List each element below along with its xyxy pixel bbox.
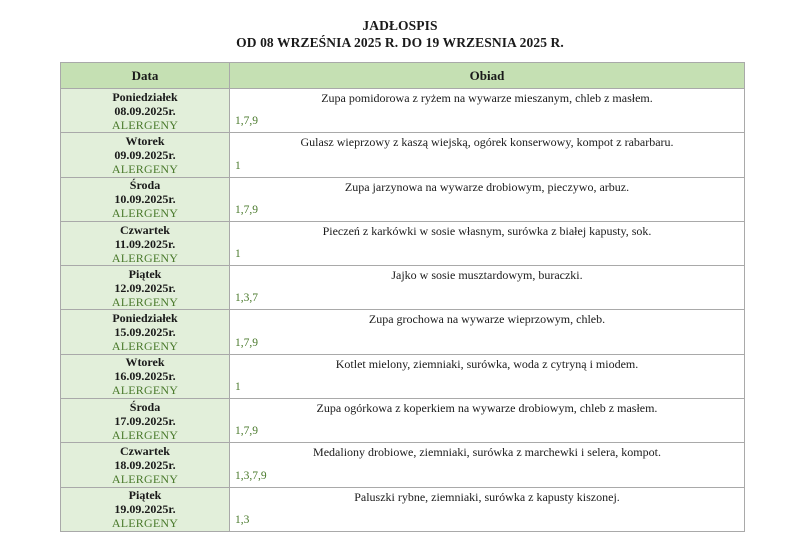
- lunch-cell: [230, 443, 745, 487]
- allergens-label: ALERGENY: [111, 516, 179, 531]
- table-row: [61, 266, 745, 310]
- document-title: JADŁOSPIS: [362, 18, 438, 33]
- day-name: Wtorek: [125, 133, 165, 148]
- allergens-label: ALERGENY: [111, 294, 179, 309]
- day-name: Piątek: [128, 488, 162, 503]
- lunch-cell: [230, 266, 745, 310]
- table-row: [61, 354, 745, 398]
- dish-description: Zupa ogórkowa z koperkiem na wywarze drobiowym, chleb z masłem.: [316, 401, 658, 416]
- date-cell: [61, 443, 230, 487]
- dish-description: Zupa pomidorowa z ryżem na wywarze mieszanym, chleb z masłem.: [321, 91, 653, 105]
- table-row: [61, 177, 745, 221]
- table-header-row: [61, 63, 745, 89]
- date-value: 18.09.2025r.: [114, 458, 176, 473]
- lunch-cell: [230, 177, 745, 221]
- allergen-codes: 1,7,9: [235, 203, 258, 216]
- table-row: [61, 399, 745, 443]
- lunch-cell: [230, 399, 745, 443]
- allergens-label: ALERGENY: [111, 250, 179, 265]
- date-value: 16.09.2025r.: [114, 369, 176, 384]
- allergens-label: ALERGENY: [111, 206, 179, 221]
- table-row: [61, 89, 745, 133]
- column-header-date: Data: [61, 63, 230, 89]
- allergens-label: ALERGENY: [111, 472, 179, 487]
- date-cell: [61, 354, 230, 398]
- dish-description: Jajko w sosie musztardowym, buraczki.: [391, 268, 583, 283]
- date-cell: [61, 487, 230, 531]
- allergen-codes: 1: [235, 248, 241, 261]
- day-name: Poniedziałek: [112, 89, 178, 104]
- date-value: 10.09.2025r.: [114, 192, 176, 207]
- allergens-label: ALERGENY: [111, 117, 179, 132]
- dish-description: Zupa jarzynowa na wywarze drobiowym, pieczywo, arbuz.: [344, 179, 630, 194]
- allergen-codes: 1: [235, 381, 241, 394]
- allergen-codes: 1,7,9: [235, 425, 258, 438]
- menu-table: [60, 62, 745, 532]
- date-cell: [61, 266, 230, 310]
- allergens-label: ALERGENY: [111, 161, 179, 176]
- document-header: [0, 17, 800, 51]
- date-value: 09.09.2025r.: [114, 147, 176, 162]
- day-name: Poniedziałek: [112, 311, 178, 326]
- day-name: Czwartek: [120, 222, 170, 237]
- table-row: [61, 221, 745, 265]
- day-name: Czwartek: [120, 444, 170, 459]
- dish-description: Kotlet mielony, ziemniaki, surówka, woda z cytryną i miodem.: [335, 356, 639, 371]
- date-cell: [61, 177, 230, 221]
- table-row: [61, 487, 745, 531]
- lunch-cell: [230, 89, 745, 133]
- day-name: Środa: [129, 178, 161, 193]
- allergen-codes: 1: [235, 159, 241, 172]
- allergens-label: ALERGENY: [111, 339, 179, 354]
- menu-table-body: [61, 89, 745, 532]
- date-cell: [61, 310, 230, 354]
- dish-description: Paluszki rybne, ziemniaki, surówka z kapusty kiszonej.: [354, 489, 620, 504]
- allergens-label: ALERGENY: [111, 383, 179, 398]
- lunch-cell: [230, 221, 745, 265]
- dish-description: Gulasz wieprzowy z kaszą wiejską, ogórek konserwowy, kompot z rabarbaru.: [300, 135, 674, 150]
- date-cell: [61, 133, 230, 177]
- table-row: [61, 133, 745, 177]
- date-value: 17.09.2025r.: [114, 413, 176, 428]
- allergen-codes: 1,3: [235, 513, 250, 526]
- allergen-codes: 1,3,7: [235, 292, 258, 305]
- lunch-cell: [230, 133, 745, 177]
- date-value: 15.09.2025r.: [114, 325, 176, 340]
- dish-description: Pieczeń z karkówki w sosie własnym, surówka z białej kapusty, sok.: [322, 223, 652, 238]
- lunch-cell: [230, 310, 745, 354]
- day-name: Wtorek: [125, 355, 165, 370]
- date-value: 11.09.2025r.: [114, 236, 176, 251]
- date-value: 19.09.2025r.: [114, 502, 176, 517]
- day-name: Środa: [129, 399, 161, 414]
- allergen-codes: 1,7,9: [235, 336, 258, 349]
- date-cell: [61, 89, 230, 133]
- allergen-codes: 1,7,9: [235, 115, 258, 128]
- document-subtitle: OD 08 WRZEŚNIA 2025 R. DO 19 WRZESNIA 2025 R.: [236, 35, 564, 50]
- day-name: Piątek: [128, 266, 162, 281]
- date-value: 08.09.2025r.: [114, 103, 176, 118]
- allergen-codes: 1,3,7,9: [235, 469, 267, 482]
- date-value: 12.09.2025r.: [114, 280, 176, 295]
- dish-description: Medaliony drobiowe, ziemniaki, surówka z marchewki i selera, kompot.: [313, 445, 661, 460]
- allergens-label: ALERGENY: [111, 427, 179, 442]
- table-row: [61, 443, 745, 487]
- lunch-cell: [230, 487, 745, 531]
- date-cell: [61, 221, 230, 265]
- date-cell: [61, 399, 230, 443]
- table-row: [61, 310, 745, 354]
- dish-description: Zupa grochowa na wywarze wieprzowym, chleb.: [368, 312, 606, 327]
- lunch-cell: [230, 354, 745, 398]
- column-header-lunch: Obiad: [230, 63, 745, 89]
